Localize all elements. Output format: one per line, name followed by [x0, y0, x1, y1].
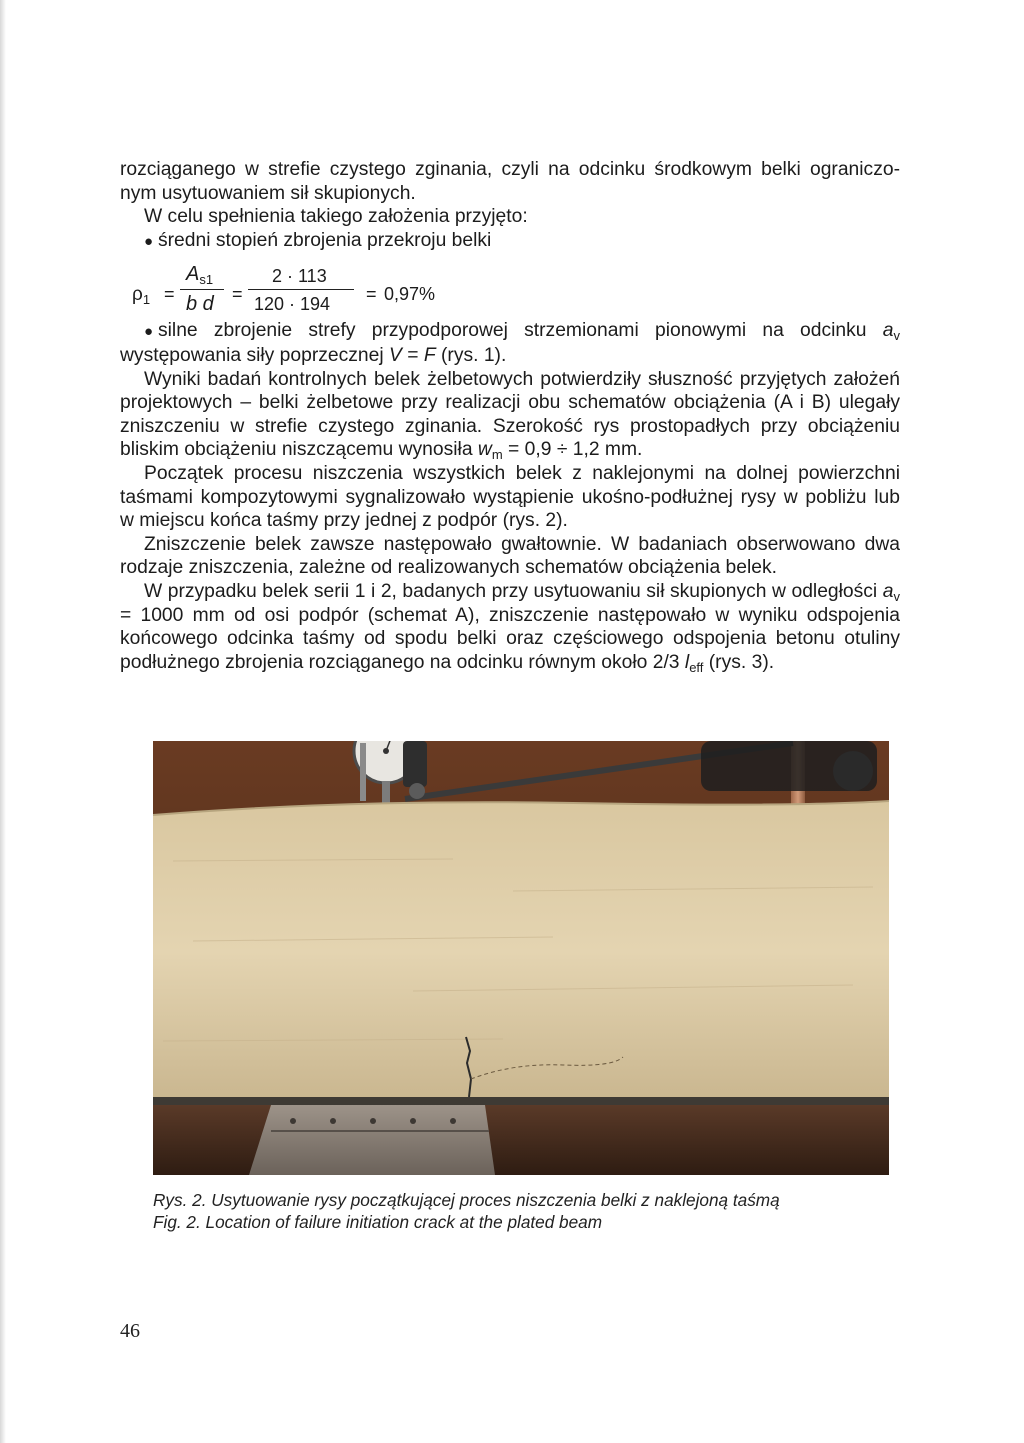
beam-test-photo: [153, 741, 889, 1175]
denominator-bd: b d: [186, 293, 214, 316]
paragraph-failure-types: Zniszczenie belek zawsze następowało gwałtownie. W badaniach obserwowano dwa rodzaje zniszczenia, zależne od realizowanych schematów obciążenia belek.: [120, 533, 900, 579]
bullet-dot: ●: [144, 323, 154, 341]
clamp-knob: [833, 751, 873, 791]
numerator-as1: $A_{s1}$: [186, 263, 214, 288]
equals-3: =: [366, 284, 377, 305]
denominator-value: 120 · 194: [254, 294, 331, 315]
beam-photo-svg: [153, 741, 889, 1175]
clamp-screw: [409, 783, 425, 799]
caption-polish: Rys. 2. Usytuowanie rysy początkującej proces niszczenia belki z naklejoną taśmą: [153, 1190, 780, 1210]
equals-2: =: [232, 284, 243, 305]
reinforcement-ratio-formula: [120, 253, 900, 319]
bullet-item-1: [144, 229, 900, 254]
fraction-line-2: [248, 289, 354, 290]
line-2: nym usytuowaniem sił skupionych.: [120, 182, 416, 204]
concrete-beam: [153, 801, 889, 1103]
equals-1: =: [164, 284, 175, 305]
ratio-result: 0,97%: [384, 284, 436, 305]
bullet-item-2: [144, 319, 900, 344]
steel-support: [249, 1105, 495, 1175]
page-edge: [0, 0, 6, 1443]
fraction-line-1: [180, 289, 224, 290]
numerator-value: 2 · 113: [272, 266, 327, 287]
rho-symbol: $\rho_1$: [132, 284, 151, 308]
composite-tape: [153, 1097, 889, 1105]
line-3: W celu spełnienia takiego założenia przyjęto:: [144, 206, 528, 228]
clamp-left: [403, 741, 427, 787]
bullet-dot: ●: [144, 232, 154, 250]
paragraph-series-1-2: W przypadku belek serii 1 i 2, badanych przy usytuowaniu sił skupionych w odległości $a_v = 1000$ mm od osi podpór (schemat A), zniszczenie następowało w wyniku odspojenia końcowego odcinka taśmy od spodu belki oraz częściowego odspojenia betonu otuliny podłużnego zbrojenia rozciąganego na odcinku równym około 2/3 $l_{eff}$ (rys. 3).: [120, 580, 900, 675]
gauge-holder: [360, 743, 366, 801]
bullet-2-line-1: silne zbrojenie strefy przypodporowej strzemionami pionowymi na odcinku $a_v$: [158, 320, 900, 344]
caption-english: Fig. 2. Location of failure initiation crack at the plated beam: [153, 1212, 603, 1232]
page-number: 46: [120, 1320, 140, 1342]
line-1: rozciąganego w strefie czystego zginania, czyli na odcinku środkowym belki ograniczo-: [120, 159, 900, 180]
paragraph-results: Wyniki badań kontrolnych belek żelbetowych potwierdziły słuszność przyjętych założeń projektowych – belki żelbetowe przy realizacji obu schematów obciążenia (A i B) ulegały zniszczeniu w strefie czystego zginania. Szerokość rys prostopadłych przy obciążeniu bliskim obciążeniu niszczącemu wynosiła $w_m = 0,9 \div 1,2$ mm.: [120, 368, 900, 463]
bullet-1-text: średni stopień zbrojenia przekroju belki: [158, 229, 492, 251]
dial-stem: [382, 781, 390, 805]
body-text: [120, 158, 900, 674]
bullet-2-line-2: występowania siły poprzecznej V = F (rys. 1).: [120, 344, 507, 366]
paragraph-failure-start: Początek procesu niszczenia wszystkich belek z naklejonymi na dolnej powierzchni taśmami kompozytowymi sygnalizowało wystąpienie ukośno-podłużnej rysy w pobliżu lub w miejscu końca taśmy przy jednej z podpór (rys. 2).: [120, 462, 900, 532]
